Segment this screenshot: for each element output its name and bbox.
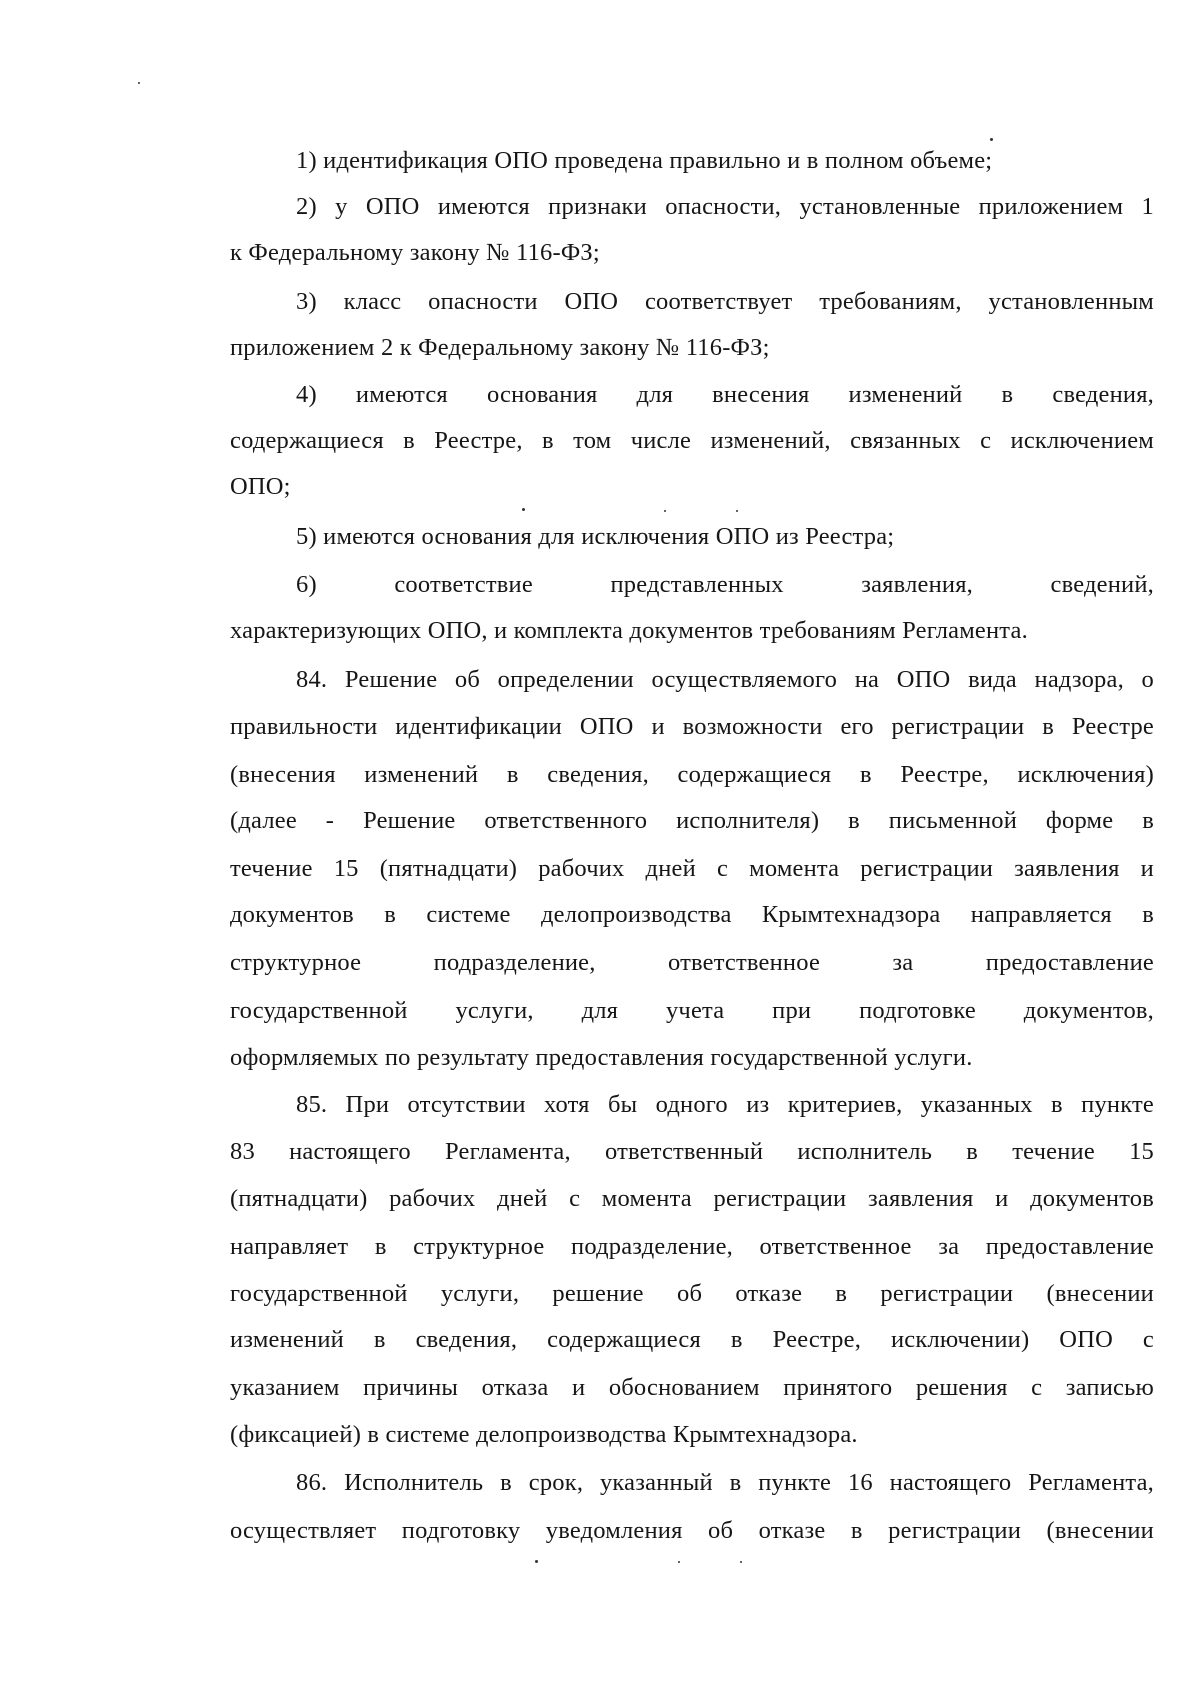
- text-line: ОПО;: [230, 473, 291, 500]
- text-line: структурное подразделение, ответственное за предоставление: [230, 949, 1154, 976]
- scan-speck: [678, 1561, 680, 1563]
- scan-speck: [740, 1561, 742, 1563]
- text-line: 85. При отсутствии хотя бы одного из критериев, указанных в пункте: [296, 1091, 1154, 1118]
- text-line: характеризующих ОПО, и комплекта документов требованиям Регламента.: [230, 617, 1028, 644]
- scan-speck: [990, 138, 993, 141]
- text-line: 2) у ОПО имеются признаки опасности, установленные приложением 1: [296, 193, 1154, 220]
- text-line: государственной услуги, решение об отказе в регистрации (внесении: [230, 1280, 1154, 1307]
- text-line: указанием причины отказа и обоснованием принятого решения с записью: [230, 1374, 1154, 1401]
- text-line: государственной услуги, для учета при подготовке документов,: [230, 997, 1154, 1024]
- text-line: 6) соответствие представленных заявления, сведений,: [296, 571, 1154, 598]
- text-line: правильности идентификации ОПО и возможности его регистрации в Реестре: [230, 713, 1154, 740]
- text-line: осуществляет подготовку уведомления об отказе в регистрации (внесении: [230, 1517, 1154, 1544]
- text-line: 86. Исполнитель в срок, указанный в пункте 16 настоящего Регламента,: [296, 1469, 1154, 1496]
- text-line: 4) имеются основания для внесения изменений в сведения,: [296, 381, 1154, 408]
- text-line: документов в системе делопроизводства Крымтехнадзора направляется в: [230, 901, 1154, 928]
- scan-speck: [535, 1560, 538, 1563]
- text-line: 1) идентификация ОПО проведена правильно и в полном объеме;: [296, 147, 993, 174]
- text-line: (далее - Решение ответственного исполнителя) в письменной форме в: [230, 807, 1154, 834]
- text-line: 83 настоящего Регламента, ответственный исполнитель в течение 15: [230, 1138, 1154, 1165]
- text-line: течение 15 (пятнадцати) рабочих дней с момента регистрации заявления и: [230, 855, 1154, 882]
- scan-speck: [664, 510, 666, 512]
- text-line: (фиксацией) в системе делопроизводства Крымтехнадзора.: [230, 1421, 858, 1448]
- text-line: изменений в сведения, содержащиеся в Реестре, исключении) ОПО с: [230, 1326, 1154, 1353]
- text-line: к Федеральному закону № 116-ФЗ;: [230, 239, 600, 266]
- text-line: 3) класс опасности ОПО соответствует требованиям, установленным: [296, 288, 1154, 315]
- scan-speck: [736, 510, 738, 512]
- text-line: (пятнадцати) рабочих дней с момента регистрации заявления и документов: [230, 1185, 1154, 1212]
- text-line: содержащиеся в Реестре, в том числе изменений, связанных с исключением: [230, 427, 1154, 454]
- text-line: 84. Решение об определении осуществляемого на ОПО вида надзора, о: [296, 666, 1154, 693]
- text-line: оформляемых по результату предоставления государственной услуги.: [230, 1044, 973, 1071]
- text-line: 5) имеются основания для исключения ОПО из Реестра;: [296, 523, 895, 550]
- text-line: (внесения изменений в сведения, содержащиеся в Реестре, исключения): [230, 761, 1154, 788]
- text-line: направляет в структурное подразделение, ответственное за предоставление: [230, 1233, 1154, 1260]
- text-line: приложением 2 к Федеральному закону № 116-ФЗ;: [230, 334, 770, 361]
- scan-speck: [138, 82, 140, 84]
- scan-speck: [522, 508, 525, 511]
